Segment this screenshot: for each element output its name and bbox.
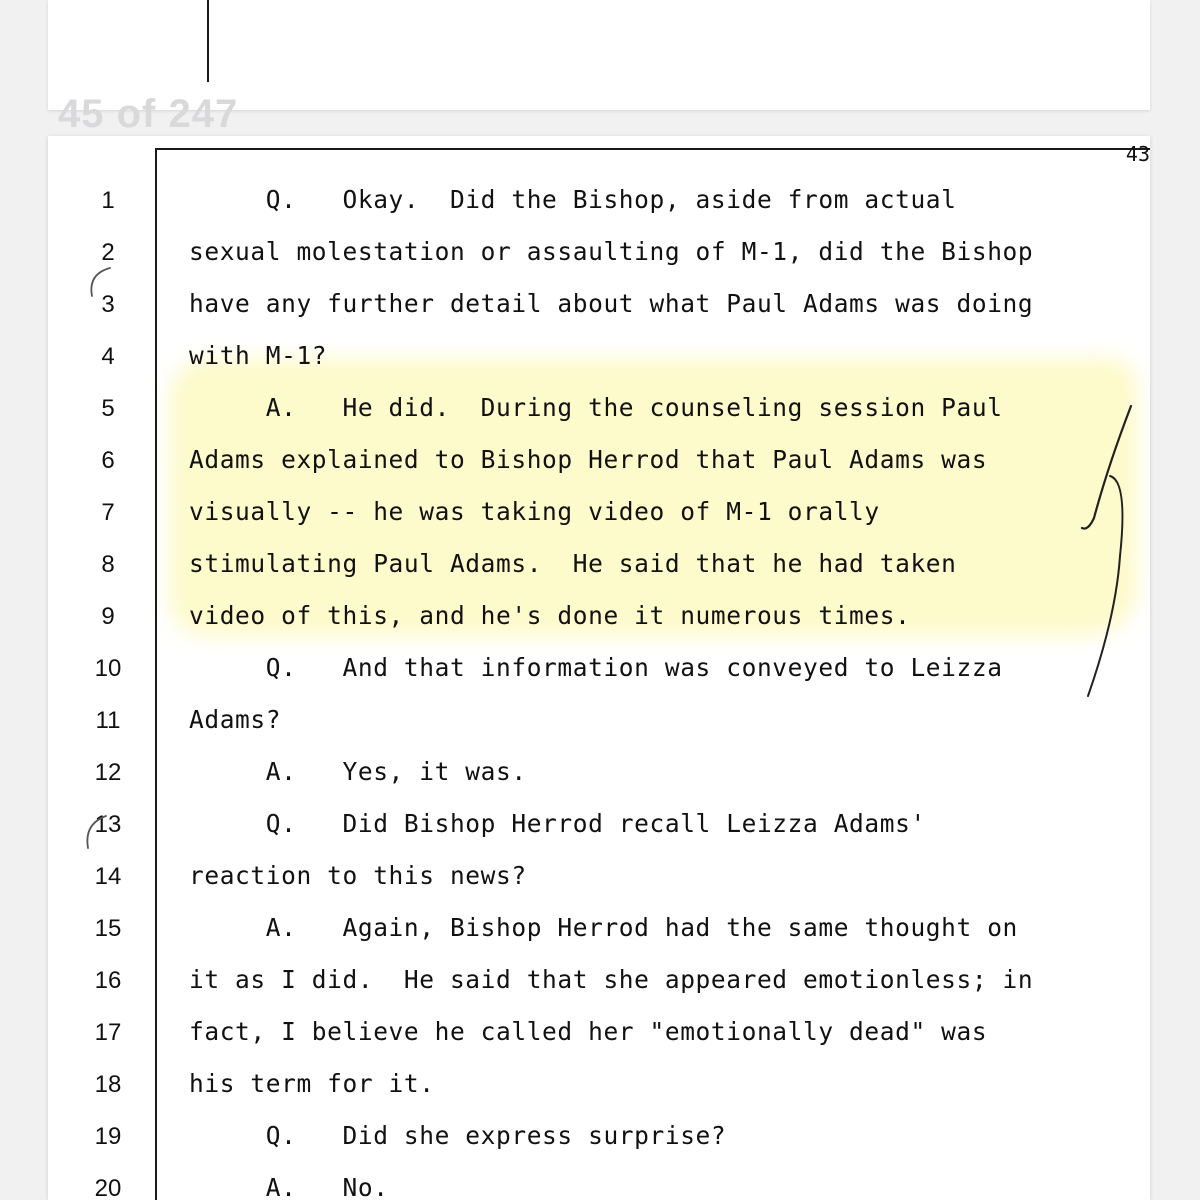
margin-arc-icon (87, 816, 106, 848)
line-text: A. Yes, it was. (189, 757, 527, 786)
checkmark-icon (1082, 406, 1131, 529)
line-text: A. Again, Bishop Herrod had the same thought on (189, 913, 1018, 942)
line-number: 14 (94, 863, 122, 890)
line-text: A. No. (189, 1173, 389, 1200)
line-number: 18 (94, 1071, 122, 1098)
line-number: 13 (94, 811, 122, 838)
page-number: 43 (1125, 142, 1150, 166)
line-number: 16 (94, 967, 122, 994)
line-number: 17 (94, 1019, 122, 1046)
line-number: 1 (101, 187, 115, 214)
line-number: 11 (95, 707, 121, 734)
previous-page-margin-rule (207, 0, 209, 82)
line-number: 5 (101, 395, 115, 422)
line-text: A. He did. During the counseling session Paul (189, 393, 1003, 422)
line-text: stimulating Paul Adams. He said that he had taken (189, 549, 957, 578)
line-text: fact, I believe he called her "emotionally dead" was (189, 1017, 988, 1046)
line-text: his term for it. (189, 1069, 435, 1098)
line-text: sexual molestation or assaulting of M-1, did the Bishop (189, 237, 1034, 266)
line-text: reaction to this news? (189, 861, 527, 890)
line-number: 2 (101, 239, 115, 266)
line-number: 15 (94, 915, 122, 942)
margin-arc-icon (91, 268, 110, 296)
line-text: with M-1? (189, 341, 328, 370)
line-number: 20 (94, 1175, 122, 1200)
line-number: 7 (101, 499, 115, 526)
line-number: 6 (101, 447, 115, 474)
line-text: Adams? (189, 705, 282, 734)
line-text: visually -- he was taking video of M-1 orally (189, 497, 880, 526)
line-text: Q. And that information was conveyed to Leizza (189, 653, 1003, 682)
transcript-page (48, 136, 1150, 1200)
line-text: Adams explained to Bishop Herrod that Paul Adams was (189, 445, 988, 474)
line-number: 10 (94, 655, 122, 682)
pen-stroke-icon (1088, 476, 1122, 696)
line-text: video of this, and he's done it numerous times. (189, 601, 911, 630)
line-text: Q. Did she express surprise? (189, 1121, 727, 1150)
line-number: 9 (101, 603, 115, 630)
line-text: Q. Did Bishop Herrod recall Leizza Adams' (189, 809, 926, 838)
handwritten-marks (48, 136, 1150, 1200)
line-number: 12 (94, 759, 122, 786)
line-text: have any further detail about what Paul Adams was doing (189, 289, 1034, 318)
line-number: 4 (101, 343, 115, 370)
line-text: it as I did. He said that she appeared emotionless; in (189, 965, 1034, 994)
line-number: 3 (101, 291, 115, 318)
page-indicator: 45 of 247 (58, 92, 239, 136)
line-number: 8 (101, 551, 115, 578)
line-number: 19 (94, 1123, 122, 1150)
line-text: Q. Okay. Did the Bishop, aside from actual (189, 185, 957, 214)
